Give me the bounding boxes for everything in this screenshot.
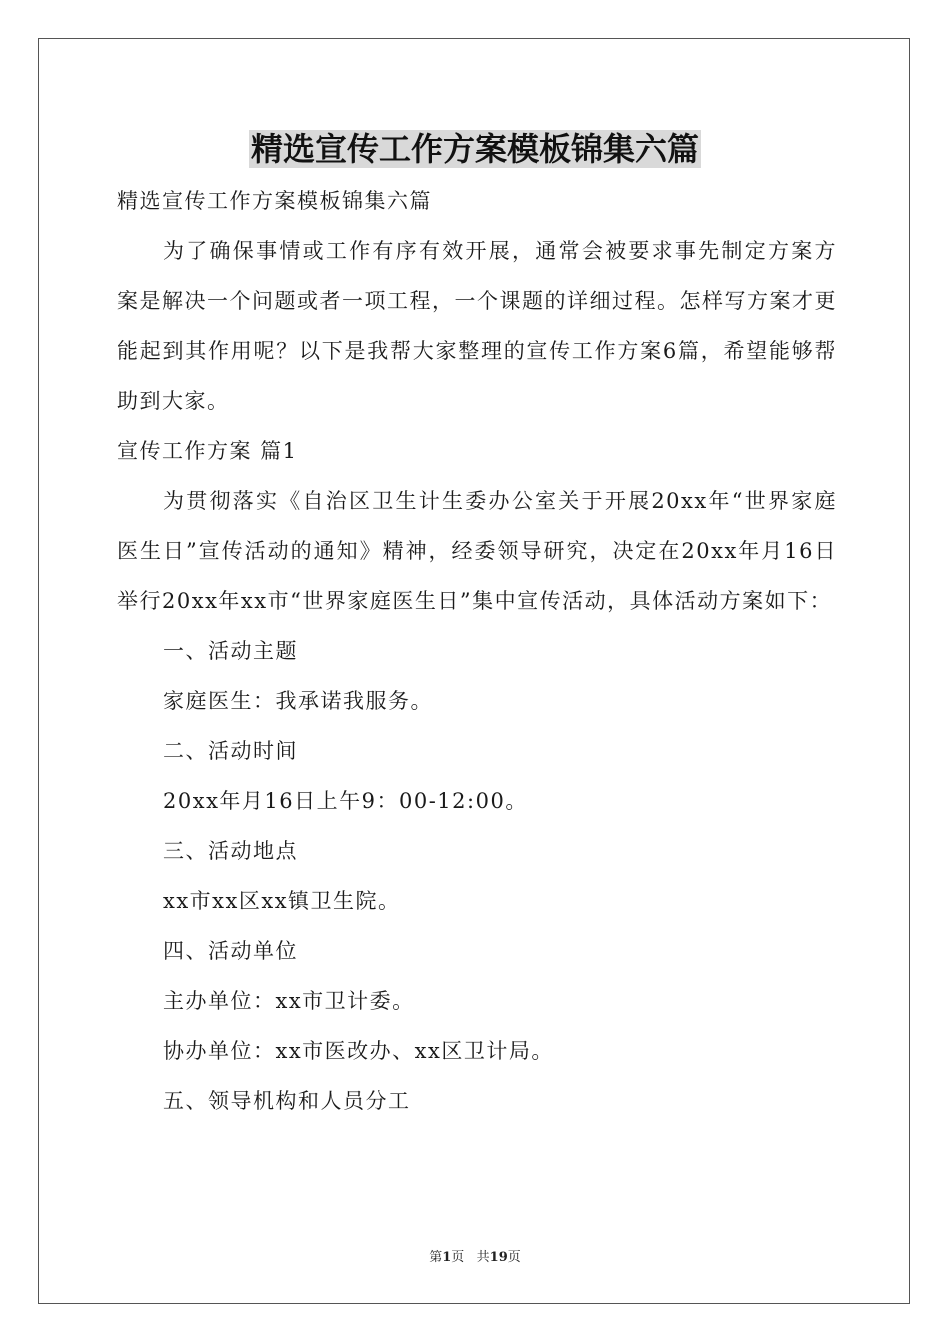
section-heading-plan-1: 宣传工作方案 篇1 [117,439,298,463]
footer-page-total: 19 [489,1250,508,1265]
text-activity-location: xx市xx区xx镇卫生院。 [163,889,401,913]
page-footer [0,1246,950,1265]
footer-page-current: 1 [442,1250,452,1265]
document-body [117,176,837,1126]
document-subtitle: 精选宣传工作方案模板锦集六篇 [117,189,432,213]
heading-activity-location: 三、活动地点 [163,839,298,863]
heading-activity-theme: 一、活动主题 [163,639,298,663]
text-activity-time: 20xx年月16日上午9：00-12:00。 [163,789,528,813]
heading-activity-units: 四、活动单位 [163,939,298,963]
heading-leadership: 五、领导机构和人员分工 [163,1089,411,1113]
footer-mid: 页 共 [451,1250,490,1265]
footer-prefix: 第 [429,1250,443,1265]
paragraph-intro: 为了确保事情或工作有序有效开展，通常会被要求事先制定方案方案是解决一个问题或者一项工程，一个课题的详细过程。怎样写方案才更能起到其作用呢？以下是我帮大家整理的宣传工作方案6篇，希望能够帮助到大家。 [117,239,837,413]
text-co-host-unit: 协办单位：xx市医改办、xx区卫计局。 [163,1039,554,1063]
footer-suffix: 页 [507,1250,521,1265]
text-activity-theme: 家庭医生：我承诺我服务。 [163,689,433,713]
heading-activity-time: 二、活动时间 [163,739,298,763]
text-host-unit: 主办单位：xx市卫计委。 [163,989,415,1013]
document-title-text: 精选宣传工作方案模板锦集六篇 [250,130,699,168]
document-title [0,124,950,174]
paragraph-plan-1-intro: 为贯彻落实《自治区卫生计生委办公室关于开展20xx年“世界家庭医生日”宣传活动的通知》精神，经委领导研究，决定在20xx年月16日举行20xx年xx市“世界家庭医生日”集中宣传活动，具体活动方案如下： [117,489,837,613]
